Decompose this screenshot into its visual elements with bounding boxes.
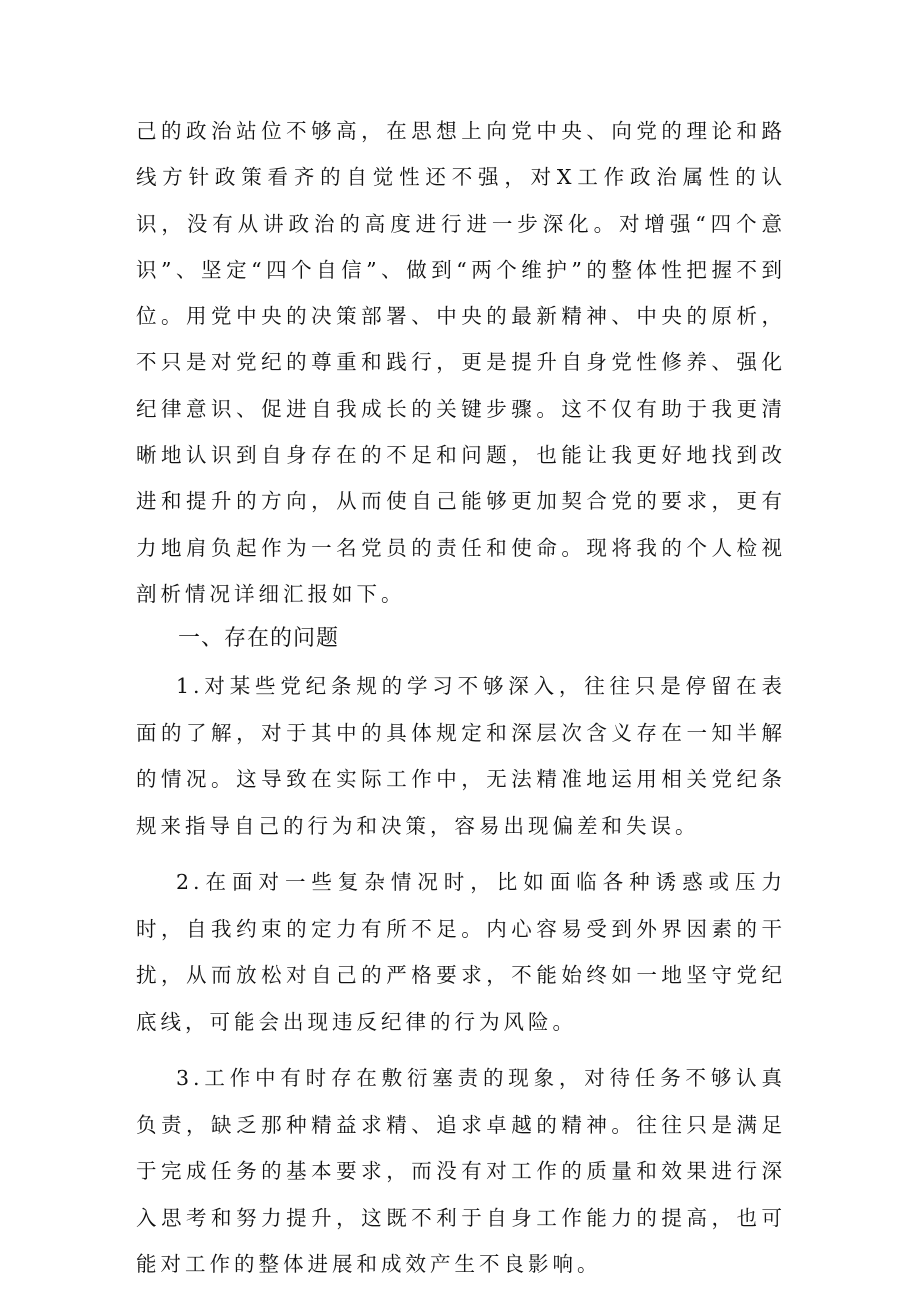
section-heading: 一、存在的问题	[178, 626, 340, 652]
list-item	[136, 859, 786, 1045]
item-text: .在面对一些复杂情况时，比如面临各种诱惑或压力时，自我约束的定力有所不足。内心容易受到外界因素的干扰，从而放松对自己的严格要求，不能始终如一地坚守党纪底线，可能会出现违反纪律的行为风险。	[136, 870, 786, 1034]
list-item	[136, 1055, 786, 1288]
list-item	[136, 663, 786, 849]
item-number: 3	[176, 1066, 194, 1091]
item-text: .对某些党纪条规的学习不够深入，往往只是停留在表面的了解，对于其中的具体规定和深层次含义存在一知半解的情况。这导致在实际工作中，无法精准地运用相关党纪条规来指导自己的行为和决策，容易出现偏差和失误。	[136, 674, 786, 838]
item-text: .工作中有时存在敷衍塞责的现象，对待任务不够认真负责，缺乏那种精益求精、追求卓越的精神。往往只是满足于完成任务的基本要求，而没有对工作的质量和效果进行深入思考和努力提升，这既不利于自身工作能力的提高，也可能对工作的整体进展和成效产生不良影响。	[136, 1066, 786, 1277]
item-number: 1	[176, 674, 194, 699]
item-number: 2	[176, 870, 194, 895]
document-body	[136, 108, 786, 1288]
intro-paragraph: 己的政治站位不够高，在思想上向党中央、向党的理论和路线方针政策看齐的自觉性还不强，对X工作政治属性的认识，没有从讲政治的高度进行进一步深化。对增强“四个意识”、坚定“四个自信”、做到“两个维护”的整体性把握不到位。用党中央的决策部署、中央的最新精神、中央的原析，不只是对党纪的尊重和践行，更是提升自身党性修养、强化纪律意识、促进自我成长的关键步骤。这不仅有助于我更清晰地认识到自身存在的不足和问题，也能让我更好地找到改进和提升的方向，从而使自己能够更加契合党的要求，更有力地肩负起作为一名党员的责任和使命。现将我的个人检视剖析情况详细汇报如下。	[136, 119, 786, 606]
